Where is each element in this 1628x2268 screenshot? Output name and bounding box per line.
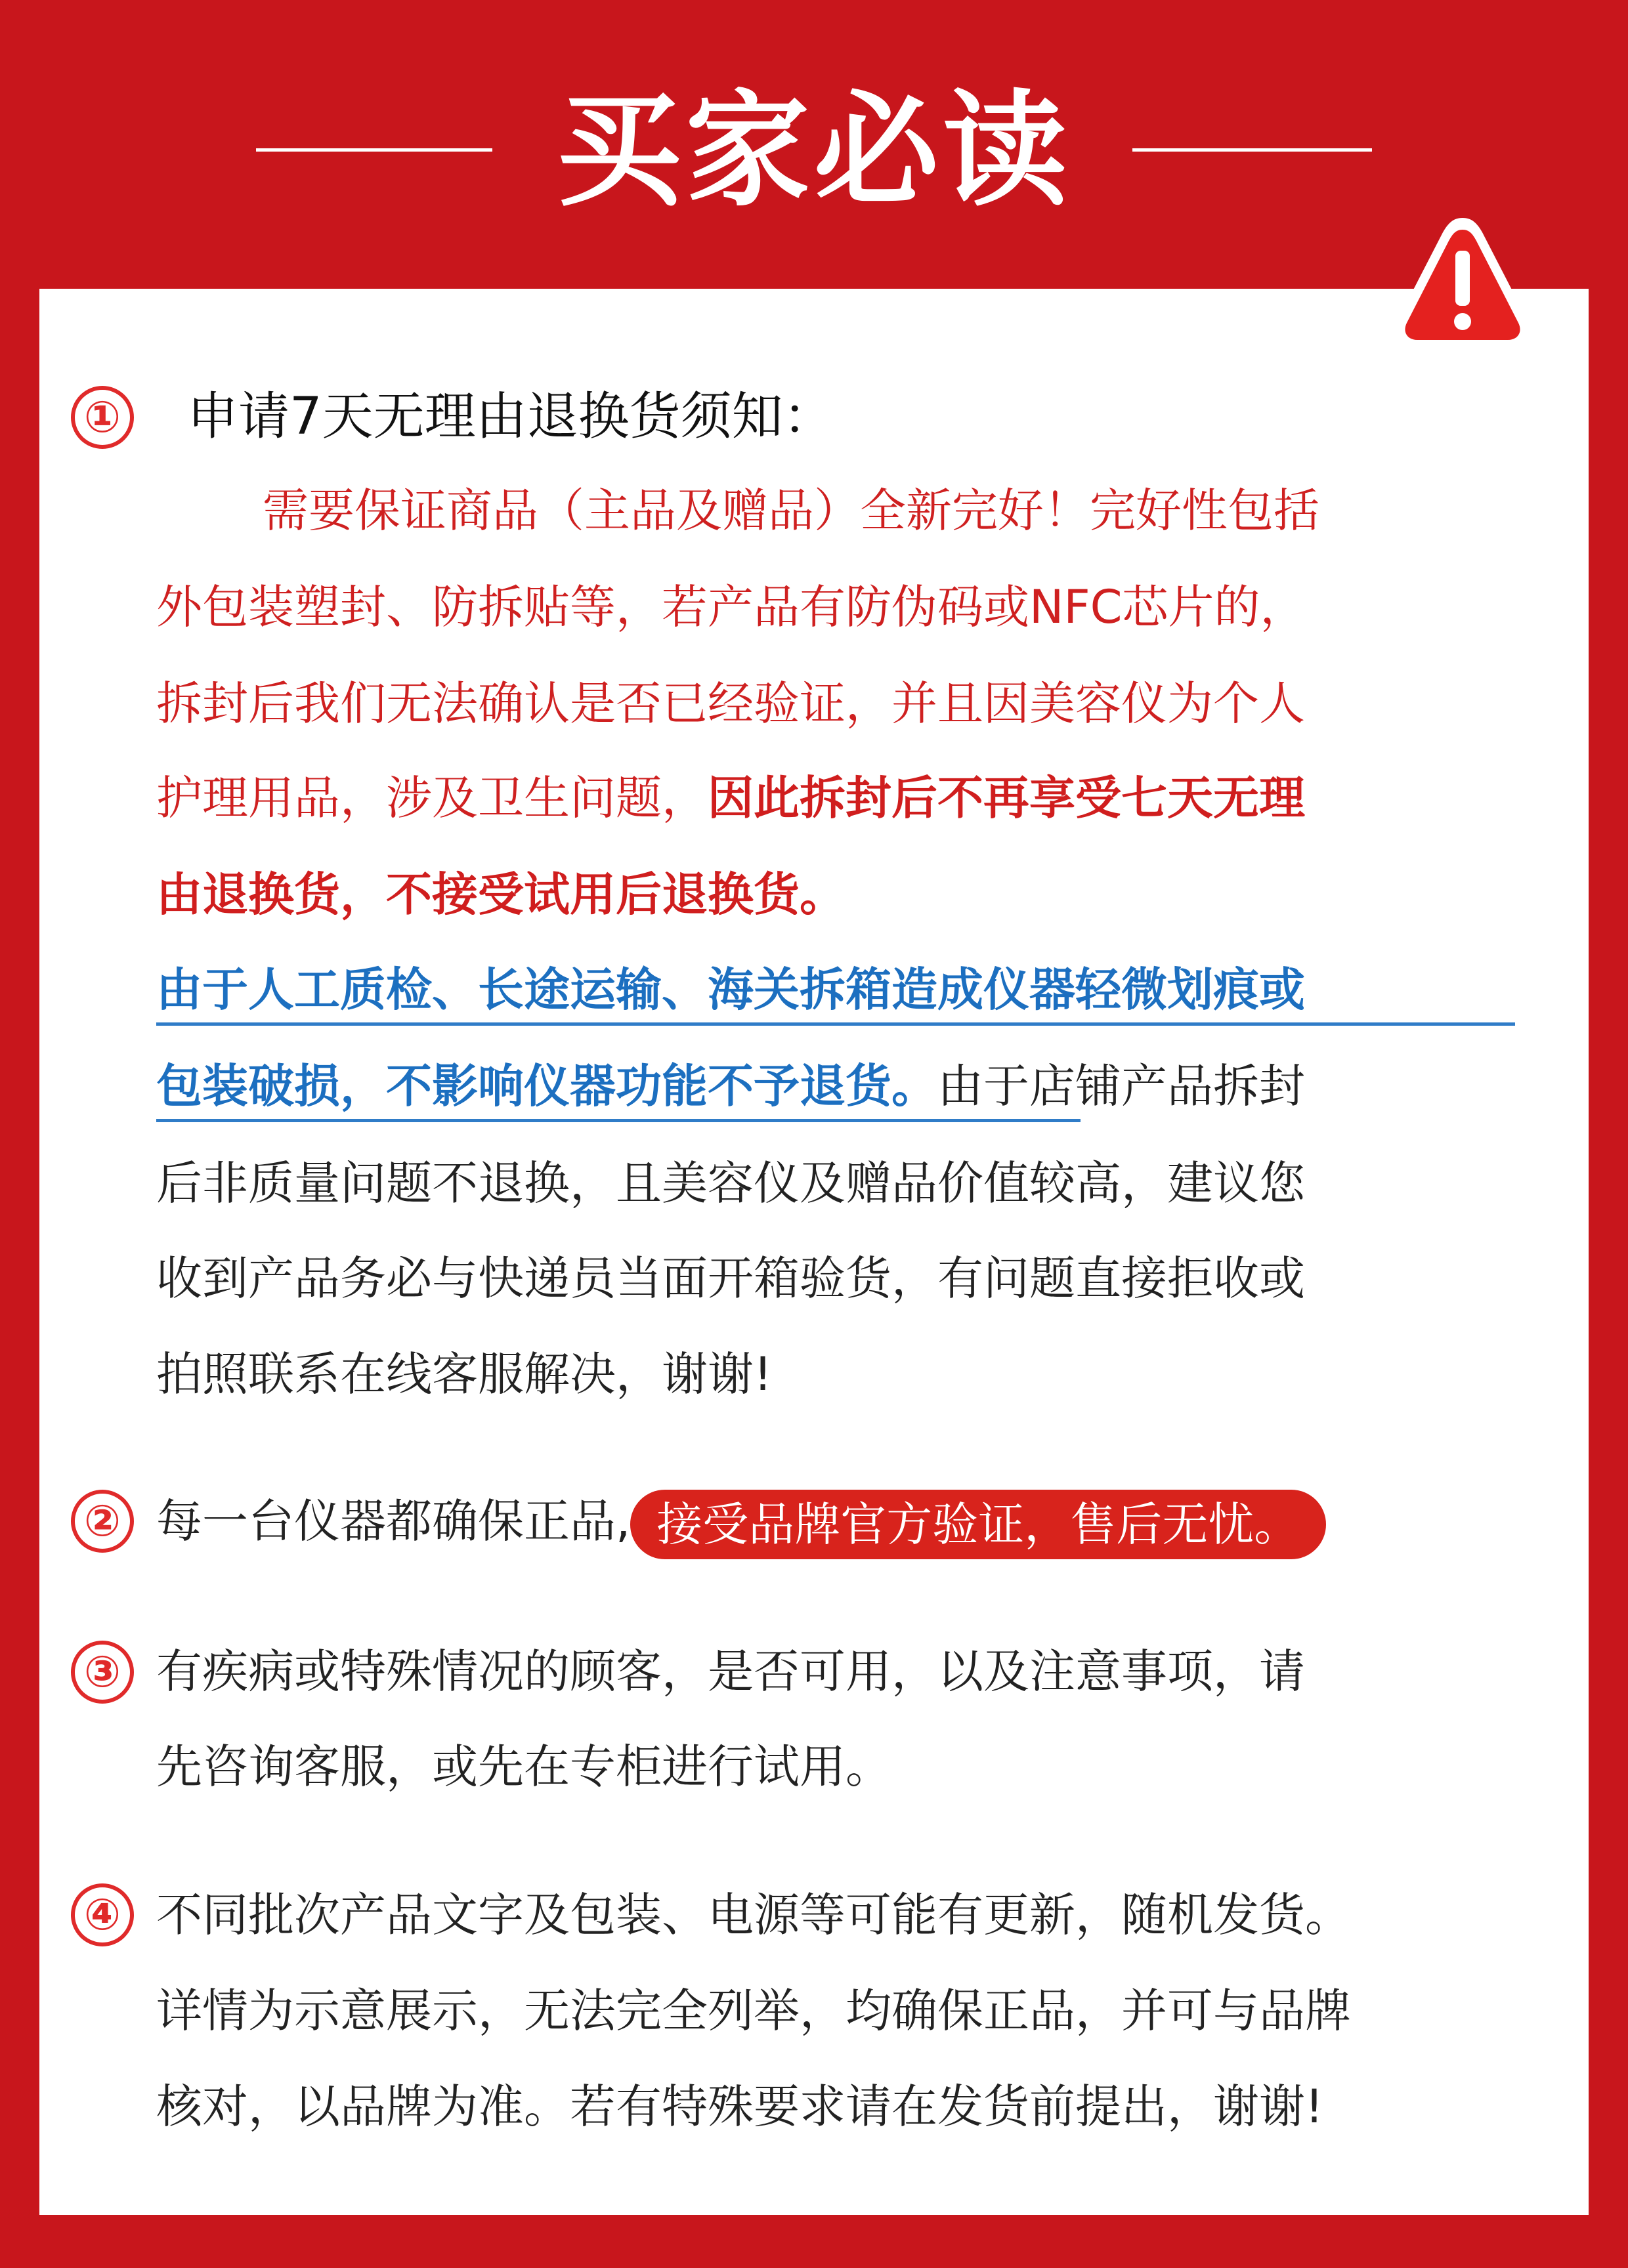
official-verification-badge: 接受品牌官方验证，售后无忧。	[630, 1490, 1326, 1559]
item-1-line-7-a: 包装破损，不影响仪器功能不予退货。	[156, 1059, 937, 1113]
number-badge-1: ①	[71, 386, 134, 449]
item-1-heading: 申请7天无理由退换货须知：	[187, 387, 834, 446]
item-2-line-1	[156, 1488, 1326, 1559]
item-1-line-10: 拍照联系在线客服解决，谢谢!	[156, 1347, 773, 1401]
item-1-line-3: 拆封后我们无法确认是否已经验证，并且因美容仪为个人	[156, 677, 1305, 730]
item-3-line-2: 先咨询客服，或先在专柜进行试用。	[156, 1740, 891, 1794]
item-1-line-7	[156, 1053, 1305, 1119]
item-1-line-4	[156, 765, 1305, 831]
item-4-line-2: 详情为示意展示，无法完全列举，均确保正品，并可与品牌	[156, 1984, 1351, 2038]
item-1-line-7-b: 由于店铺产品拆封	[937, 1059, 1305, 1113]
item-1-line-6: 由于人工质检、长途运输、海关拆箱造成仪器轻微划痕或	[156, 963, 1305, 1017]
number-badge-4: ④	[71, 1883, 134, 1946]
item-1-line-4-a: 护理用品，涉及卫生问题，	[156, 771, 708, 825]
title-right-rule	[1132, 148, 1372, 152]
item-1-line-2: 外包装塑封、防拆贴等，若产品有防伪码或NFC芯片的，	[156, 580, 1306, 634]
item-1-line-9: 收到产品务必与快递员当面开箱验货，有问题直接拒收或	[156, 1251, 1305, 1305]
item-2-text: 每一台仪器都确保正品,	[156, 1494, 631, 1548]
item-1-line-8: 后非质量问题不退换，且美容仪及赠品价值较高，建议您	[156, 1156, 1305, 1210]
item-3-line-1: 有疾病或特殊情况的顾客，是否可用，以及注意事项，请	[156, 1645, 1305, 1698]
item-1-underline-2	[156, 1119, 1081, 1122]
warning-triangle-icon	[1390, 210, 1535, 361]
number-badge-2: ②	[71, 1490, 134, 1553]
item-4-line-1: 不同批次产品文字及包装、电源等可能有更新，随机发货。	[156, 1888, 1351, 1942]
item-1-line-4-b: 因此拆封后不再享受七天无理	[708, 771, 1305, 825]
page-title: 买家必读	[556, 78, 1071, 223]
item-1-line-5: 由退换货，不接受试用后退换货。	[156, 868, 846, 921]
header	[0, 0, 1628, 289]
item-1-underline-1	[156, 1022, 1515, 1026]
item-4-line-3: 核对，以品牌为准。若有特殊要求请在发货前提出，谢谢!	[156, 2080, 1324, 2133]
item-1-line-1: 需要保证商品（主品及赠品）全新完好！完好性包括	[263, 484, 1319, 537]
number-badge-3: ③	[71, 1641, 134, 1704]
